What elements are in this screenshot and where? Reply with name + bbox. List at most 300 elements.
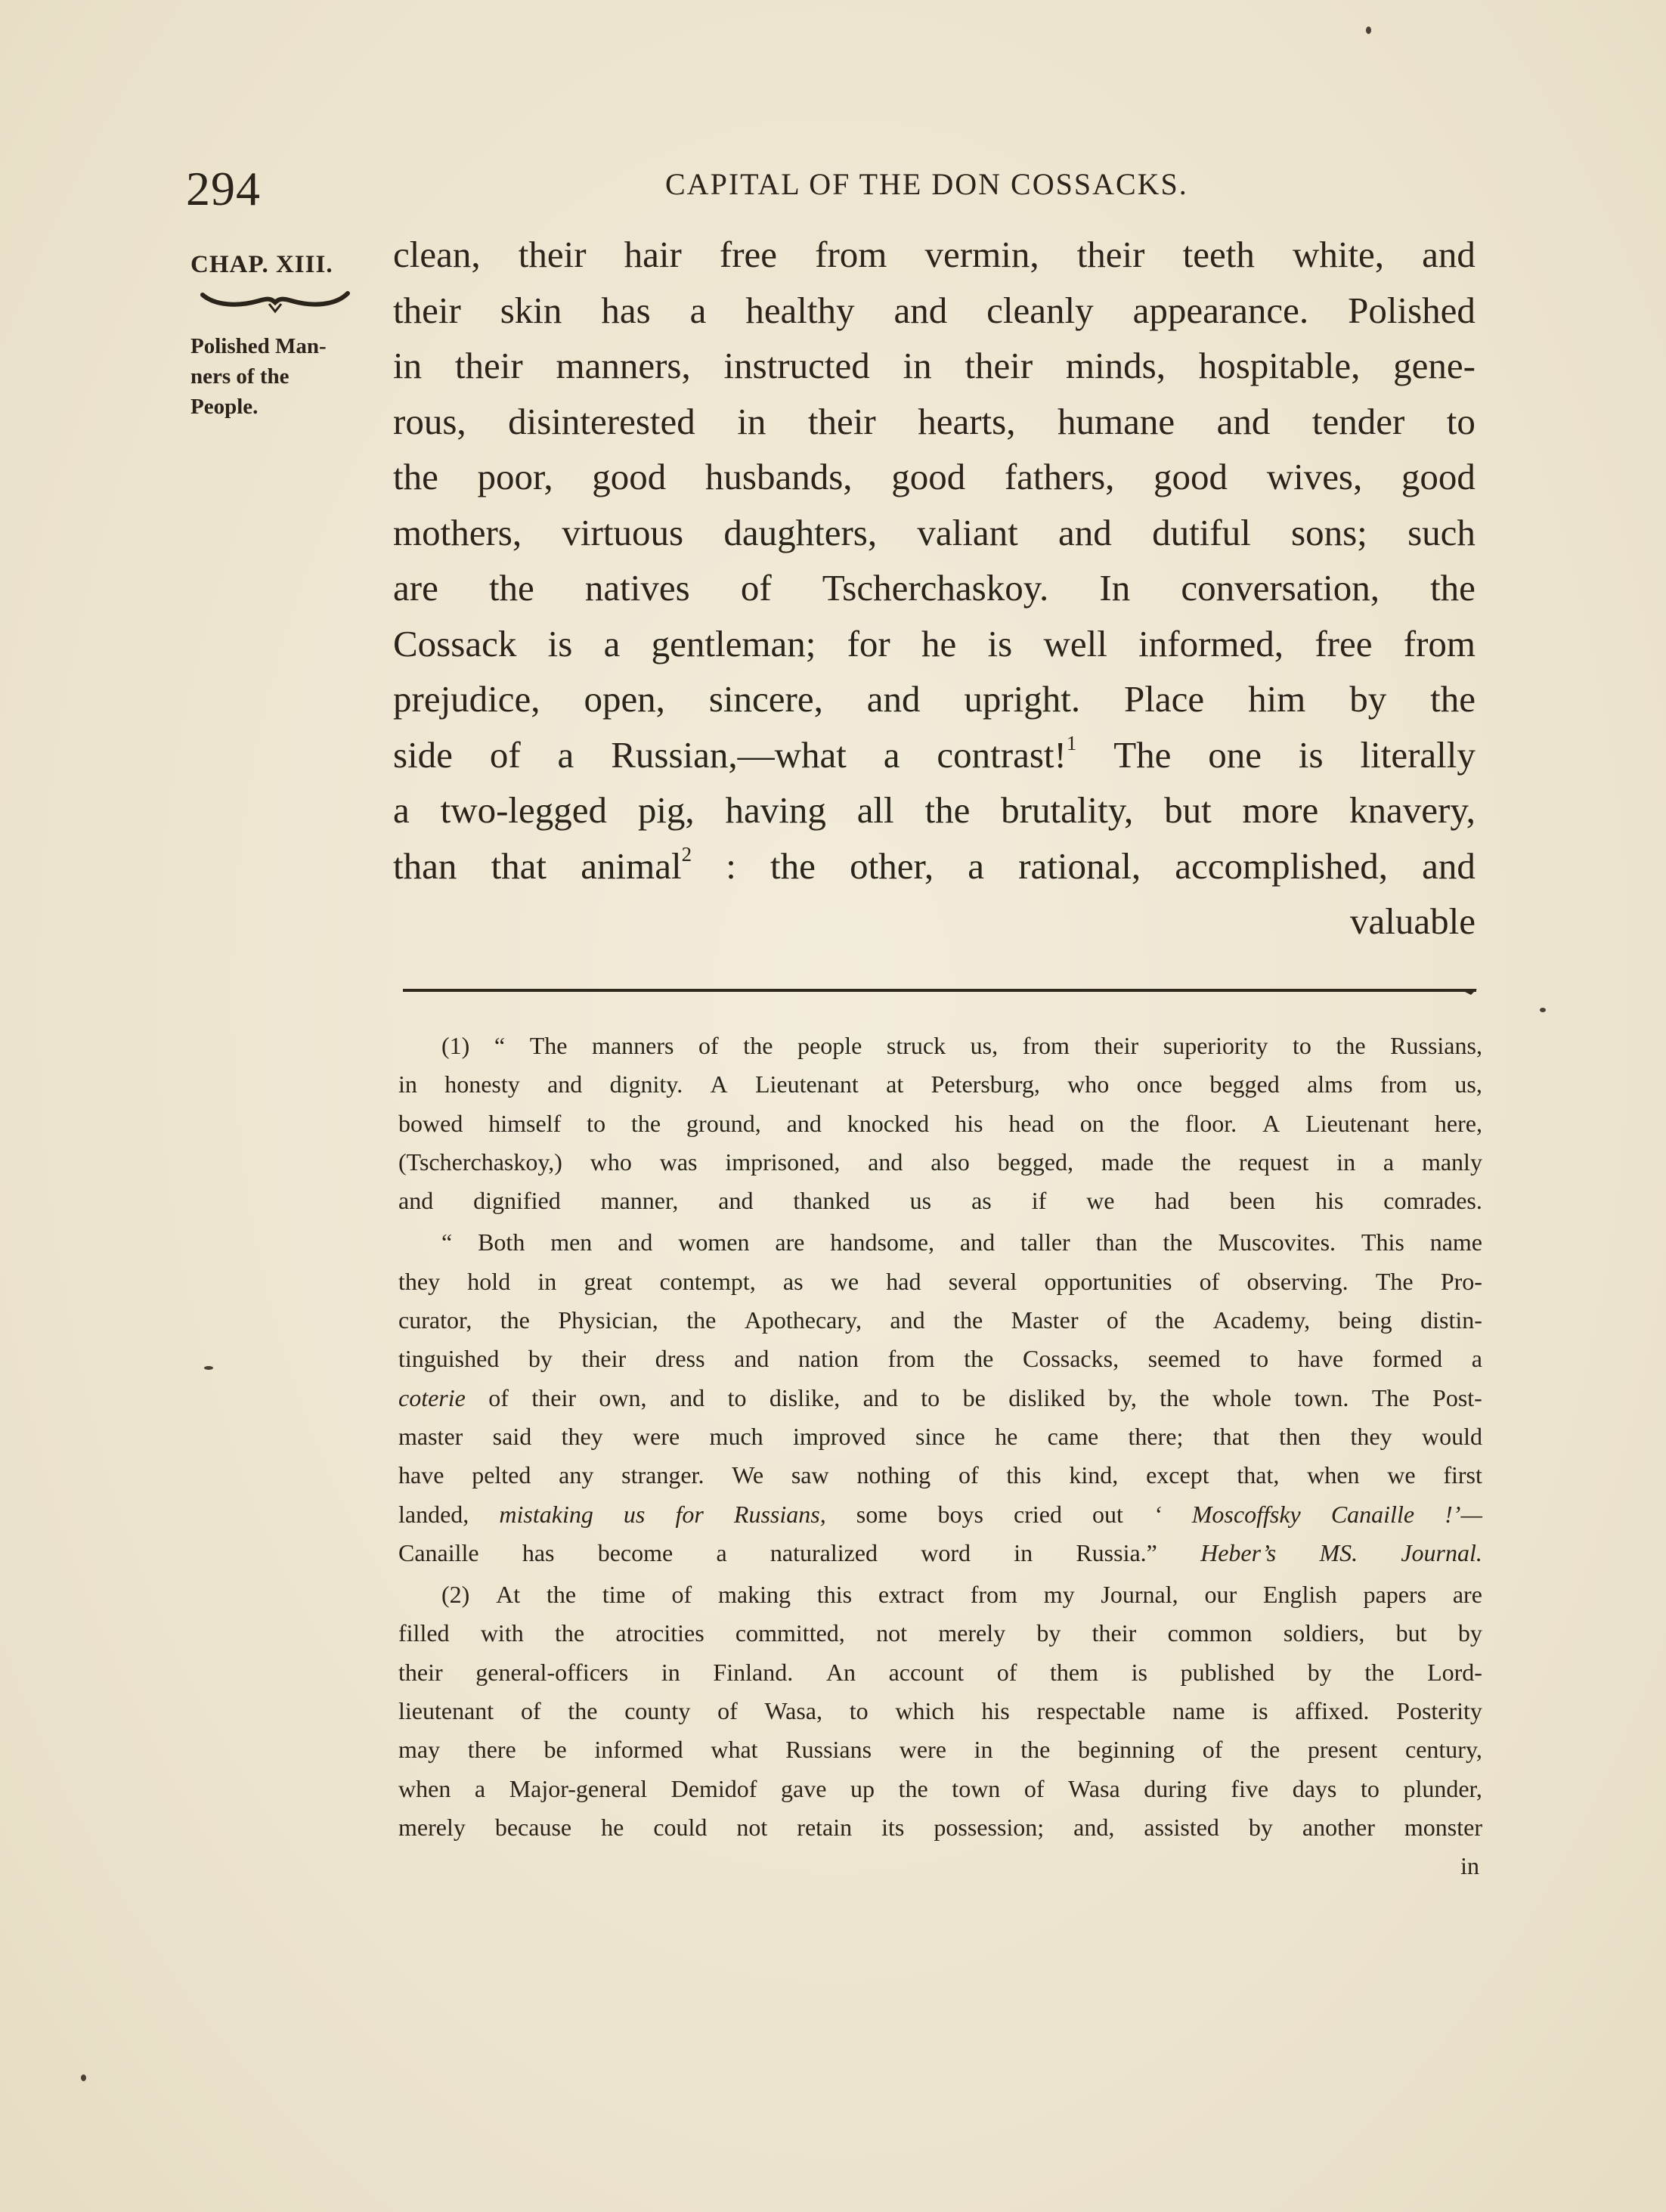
word: is — [1298, 733, 1324, 776]
word: by, — [1107, 1383, 1137, 1411]
main-text — [393, 227, 1476, 950]
text-line — [393, 449, 1476, 505]
word: to — [727, 1383, 747, 1411]
word: dignified — [473, 1187, 561, 1215]
footnote-line — [398, 1027, 1482, 1065]
word: thanked — [793, 1187, 870, 1215]
side-note-line: People. — [190, 395, 259, 419]
word: Finland. — [713, 1658, 794, 1686]
word: we — [1086, 1187, 1115, 1215]
word: may — [398, 1736, 441, 1764]
word: some — [856, 1500, 908, 1528]
word: cleanly — [986, 289, 1094, 331]
word: has — [522, 1538, 555, 1566]
word: us — [909, 1187, 932, 1215]
word: several — [948, 1267, 1017, 1295]
word: good — [891, 456, 966, 497]
word: to — [1250, 1345, 1269, 1373]
footnote-ref: 1 — [1066, 731, 1077, 754]
word: century, — [1404, 1736, 1482, 1764]
word: skin — [500, 289, 562, 331]
word: which — [895, 1697, 955, 1725]
word: from — [1403, 622, 1476, 665]
word: the — [924, 789, 971, 831]
word: committed, — [735, 1619, 845, 1647]
chapter-label: CHAP. XIII. — [190, 251, 333, 278]
paper-speck — [81, 2074, 86, 2081]
word: has — [601, 289, 651, 331]
word: a — [1383, 1148, 1395, 1176]
word: mistaking — [499, 1500, 593, 1528]
word: a — [689, 289, 707, 331]
word: English — [1262, 1581, 1337, 1609]
word: that — [1212, 1422, 1250, 1450]
word: have — [398, 1461, 444, 1489]
word: in — [737, 400, 766, 442]
word: by — [1307, 1658, 1332, 1686]
word: ‘ — [1154, 1500, 1162, 1528]
text-line — [393, 782, 1476, 838]
word: Lieutenant — [1305, 1109, 1409, 1137]
word: to — [921, 1383, 940, 1411]
word: kind, — [1069, 1461, 1119, 1489]
word: Lieutenant — [754, 1070, 859, 1098]
word: floor. — [1184, 1109, 1237, 1137]
word: hold — [467, 1267, 511, 1295]
footnote-line — [398, 1770, 1482, 1808]
word: and — [786, 1109, 822, 1137]
text-line — [393, 727, 1476, 783]
word: assisted — [1144, 1813, 1219, 1841]
word: rous, — [393, 400, 466, 442]
word: them — [1050, 1658, 1098, 1686]
word: wives, — [1266, 456, 1363, 497]
side-note-line: Polished Man- — [190, 334, 327, 358]
word: Place — [1124, 678, 1205, 720]
word: of — [958, 1461, 979, 1489]
word: seemed — [1147, 1345, 1221, 1373]
word: honesty — [444, 1070, 520, 1098]
word: there; — [1128, 1422, 1184, 1450]
word: to — [587, 1109, 606, 1137]
text-line — [393, 338, 1476, 394]
word: making — [718, 1581, 791, 1609]
word: the — [1129, 1109, 1160, 1137]
word: name — [1429, 1228, 1482, 1256]
footnote-line — [398, 1223, 1482, 1262]
word: observing. — [1246, 1267, 1349, 1295]
word: merely — [398, 1813, 466, 1841]
word: and — [398, 1187, 434, 1215]
word: informed, — [1138, 622, 1284, 665]
word: curator, — [398, 1306, 472, 1334]
word: with — [480, 1619, 524, 1647]
word: of — [671, 1581, 692, 1609]
word: the — [1250, 1736, 1280, 1764]
footnote-line — [398, 1534, 1482, 1572]
word: saw — [791, 1461, 829, 1489]
word: Master — [1011, 1306, 1079, 1334]
footnote-line — [398, 1143, 1482, 1182]
word: a — [883, 733, 900, 776]
word: and — [718, 1187, 754, 1215]
word: possession; — [934, 1813, 1045, 1841]
word: (1) — [441, 1032, 470, 1059]
word: for — [675, 1500, 704, 1528]
word: in — [974, 1736, 993, 1764]
word: here, — [1434, 1109, 1482, 1137]
word: !’— — [1445, 1500, 1482, 1528]
word: their — [1076, 234, 1145, 275]
word: and — [959, 1228, 996, 1256]
word: the — [1364, 1658, 1395, 1686]
paper-speck — [204, 1366, 213, 1370]
word: he — [995, 1422, 1018, 1450]
word: whole — [1212, 1383, 1271, 1411]
word: alms — [1307, 1070, 1353, 1098]
word: when — [398, 1774, 451, 1802]
word: the — [686, 1306, 717, 1334]
word: had — [886, 1267, 921, 1295]
word: that — [491, 844, 547, 887]
word: upright. — [964, 678, 1081, 720]
word: dislike, — [769, 1383, 841, 1411]
word: women — [678, 1228, 750, 1256]
word: conversation, — [1181, 567, 1380, 609]
word: the — [1163, 1228, 1193, 1256]
word: a — [968, 844, 985, 887]
word: are — [1452, 1581, 1482, 1609]
word: tinguished — [398, 1345, 500, 1373]
word: hair — [624, 234, 682, 275]
word: “ — [494, 1032, 506, 1059]
word: rational, — [1018, 844, 1141, 887]
word: informed — [594, 1736, 683, 1764]
word: the — [898, 1774, 928, 1802]
word: beginning — [1078, 1736, 1175, 1764]
word: naturalized — [770, 1538, 878, 1566]
word: disinterested — [508, 400, 695, 442]
word: great — [584, 1267, 633, 1295]
word: begged — [1209, 1070, 1280, 1098]
word: said — [492, 1422, 532, 1450]
word: and — [1058, 511, 1112, 553]
word: contrast!$^1$ — [937, 731, 1077, 776]
word: who — [1067, 1070, 1110, 1098]
word: as — [971, 1187, 992, 1215]
word: of — [1023, 1774, 1045, 1802]
word: from — [1022, 1032, 1070, 1059]
word: people — [797, 1032, 862, 1059]
word: coterie — [398, 1383, 466, 1411]
word: MS. — [1319, 1538, 1358, 1566]
word: my — [1043, 1581, 1075, 1609]
word: comrades. — [1383, 1187, 1482, 1215]
word: A — [710, 1070, 728, 1098]
word: came — [1047, 1422, 1099, 1450]
word: to — [1360, 1774, 1380, 1802]
word: their — [581, 1345, 627, 1373]
word: (2) — [441, 1581, 470, 1609]
word: free — [1315, 622, 1373, 665]
word: clean, — [393, 234, 481, 275]
word: the — [1181, 1148, 1212, 1176]
word: five — [1231, 1774, 1269, 1802]
word: their — [518, 234, 587, 275]
word: The — [529, 1032, 568, 1059]
word: manners — [592, 1032, 674, 1059]
word: of — [520, 1697, 541, 1725]
word: the — [1336, 1032, 1366, 1059]
word: their — [807, 400, 876, 442]
word: more — [1242, 789, 1319, 831]
word: well — [1043, 622, 1107, 665]
word: in — [1336, 1148, 1356, 1176]
word: as — [782, 1267, 804, 1295]
word: the — [1430, 678, 1476, 720]
word: superiority — [1163, 1032, 1268, 1059]
word: in — [393, 345, 423, 386]
word: accomplished, — [1175, 844, 1388, 887]
word: then — [1279, 1422, 1321, 1450]
word: their — [454, 345, 523, 386]
word: knocked — [847, 1109, 930, 1137]
word: this — [816, 1581, 853, 1609]
word: ground, — [686, 1109, 761, 1137]
word: be — [962, 1383, 986, 1411]
word: who — [590, 1148, 632, 1176]
word: white, — [1292, 234, 1385, 275]
word: valiant — [917, 511, 1018, 553]
word: to — [1292, 1032, 1311, 1059]
paper-speck — [1366, 26, 1371, 34]
word: from — [970, 1581, 1017, 1609]
word: by — [528, 1345, 553, 1373]
word: such — [1407, 511, 1476, 553]
word: pig, — [637, 789, 695, 831]
word: than — [393, 844, 457, 887]
word: daughters, — [723, 511, 878, 553]
word: Major-general — [509, 1774, 648, 1802]
word: to — [849, 1697, 869, 1725]
word: manner, — [600, 1187, 679, 1215]
word: request — [1238, 1148, 1309, 1176]
word: published — [1180, 1658, 1275, 1686]
footnote-line — [398, 1614, 1482, 1653]
word: in — [537, 1267, 557, 1295]
word: word — [921, 1538, 971, 1566]
word: hospitable, — [1198, 345, 1361, 386]
word: were — [899, 1736, 946, 1764]
word: are — [775, 1228, 805, 1256]
word: a — [603, 622, 621, 665]
word: the — [1155, 1306, 1185, 1334]
word: a — [393, 789, 410, 831]
word: days — [1292, 1774, 1337, 1802]
word: town — [952, 1774, 1001, 1802]
word: their — [1092, 1619, 1137, 1647]
footnote-line — [398, 1808, 1482, 1847]
word: of — [1199, 1267, 1220, 1295]
word: during — [1144, 1774, 1207, 1802]
word: humane — [1057, 400, 1175, 442]
footnote-line — [398, 1653, 1482, 1692]
word: when — [1307, 1461, 1360, 1489]
word: monster — [1404, 1813, 1482, 1841]
word: opportunities — [1044, 1267, 1172, 1295]
word: made — [1101, 1148, 1154, 1176]
word: by — [1457, 1619, 1482, 1647]
word: atrocities — [615, 1619, 704, 1647]
side-note-line: ners of the — [190, 364, 290, 389]
word: of — [489, 733, 521, 776]
word: respectable — [1036, 1697, 1146, 1725]
word: on — [1079, 1109, 1104, 1137]
word: formed — [1372, 1345, 1443, 1373]
word: not — [876, 1619, 907, 1647]
word: head — [1008, 1109, 1054, 1137]
word: and — [893, 289, 948, 331]
word: have — [1297, 1345, 1344, 1373]
word: and — [862, 1383, 898, 1411]
word: and — [618, 1228, 653, 1256]
footnote-rule — [403, 989, 1476, 992]
footnote-line — [398, 1456, 1482, 1495]
word: begged, — [997, 1148, 1073, 1176]
word: the — [1160, 1383, 1190, 1411]
word: and — [734, 1345, 770, 1373]
word: and, — [1073, 1813, 1115, 1841]
ornament-icon — [200, 289, 351, 316]
word: common — [1167, 1619, 1253, 1647]
footnote-line — [398, 1262, 1482, 1301]
footnote-ref: 2 — [681, 842, 692, 866]
word: (Tscherchaskoy,) — [398, 1148, 562, 1176]
word: and — [868, 1148, 903, 1176]
word: Lord- — [1427, 1658, 1482, 1686]
word: landed, — [398, 1500, 469, 1528]
word: Canaille — [1330, 1500, 1415, 1528]
word: “ — [441, 1228, 453, 1256]
word: and — [547, 1070, 583, 1098]
word: affixed. — [1295, 1697, 1370, 1725]
word: Russians, — [733, 1500, 826, 1528]
word: poor, — [477, 456, 553, 497]
word: handsome, — [830, 1228, 934, 1256]
word: of — [1202, 1736, 1223, 1764]
word: the — [554, 1619, 585, 1647]
word: their — [393, 289, 461, 331]
word: animal$^2$ — [581, 842, 692, 887]
word: imprisoned, — [725, 1148, 841, 1176]
word: healthy — [745, 289, 855, 331]
word: This — [1361, 1228, 1404, 1256]
word: his — [981, 1697, 1010, 1725]
word: and — [1422, 234, 1476, 275]
word: In — [1099, 567, 1131, 609]
word: cried — [1013, 1500, 1062, 1528]
word: teeth — [1182, 234, 1255, 275]
word: the — [953, 1306, 983, 1334]
word: all — [856, 789, 894, 831]
word: lieutenant — [398, 1697, 494, 1725]
word: dress — [655, 1345, 705, 1373]
word: natives — [584, 567, 690, 609]
word: first — [1443, 1461, 1482, 1489]
word: their — [398, 1658, 443, 1686]
word: gene- — [1393, 345, 1476, 386]
word: disliked — [1008, 1383, 1085, 1411]
word: its — [881, 1813, 905, 1841]
text-line-last: valuable — [1350, 900, 1476, 942]
word: time — [602, 1581, 646, 1609]
word: good — [592, 456, 667, 497]
word: Apothecary, — [744, 1306, 862, 1334]
text-line — [393, 838, 1476, 894]
word: prejudice, — [393, 678, 540, 720]
word: a — [557, 733, 574, 776]
text-line — [393, 671, 1476, 727]
word: name — [1172, 1697, 1225, 1725]
word: they — [561, 1422, 603, 1450]
rule-tip-icon — [1462, 980, 1479, 995]
word: Canaille — [398, 1538, 479, 1566]
word: the — [964, 1345, 994, 1373]
word: having — [725, 789, 826, 831]
word: by — [1349, 678, 1387, 720]
word: is — [1252, 1697, 1268, 1725]
word: is — [547, 622, 573, 665]
word: and — [1216, 400, 1271, 442]
word: town. — [1294, 1383, 1349, 1411]
word: us, — [1454, 1070, 1482, 1098]
word: Tscherchaskoy. — [822, 567, 1049, 609]
word: being — [1338, 1306, 1392, 1334]
word: The — [1113, 733, 1172, 776]
word: A — [1262, 1109, 1280, 1137]
word: their — [531, 1383, 576, 1411]
word: by — [1036, 1619, 1061, 1647]
word: for — [847, 622, 890, 665]
word: we — [1387, 1461, 1416, 1489]
word: appearance. — [1132, 289, 1309, 331]
footnote-line-last: in — [1460, 1852, 1479, 1880]
word: Moscoffsky — [1191, 1500, 1301, 1528]
word: stranger. — [621, 1461, 704, 1489]
word: sincere, — [708, 678, 823, 720]
word: if — [1031, 1187, 1047, 1215]
footnote-line — [398, 1692, 1482, 1730]
running-title: CAPITAL OF THE DON COSSACKS. — [665, 167, 1188, 201]
word: good — [1154, 456, 1228, 497]
word: at — [886, 1070, 904, 1098]
word: manners, — [556, 345, 691, 386]
word: Post- — [1432, 1383, 1482, 1411]
page-number: 294 — [186, 162, 261, 215]
word: the — [631, 1109, 661, 1137]
word: gave — [781, 1774, 827, 1802]
word: there — [467, 1736, 516, 1764]
word: extract — [878, 1581, 944, 1609]
footnote-line — [398, 1301, 1482, 1340]
word: but — [1395, 1619, 1427, 1647]
word: and — [669, 1383, 705, 1411]
word: own, — [599, 1383, 647, 1411]
word: open, — [584, 678, 665, 720]
word: that, — [1237, 1461, 1280, 1489]
word: virtuous — [562, 511, 684, 553]
word: present — [1307, 1736, 1378, 1764]
